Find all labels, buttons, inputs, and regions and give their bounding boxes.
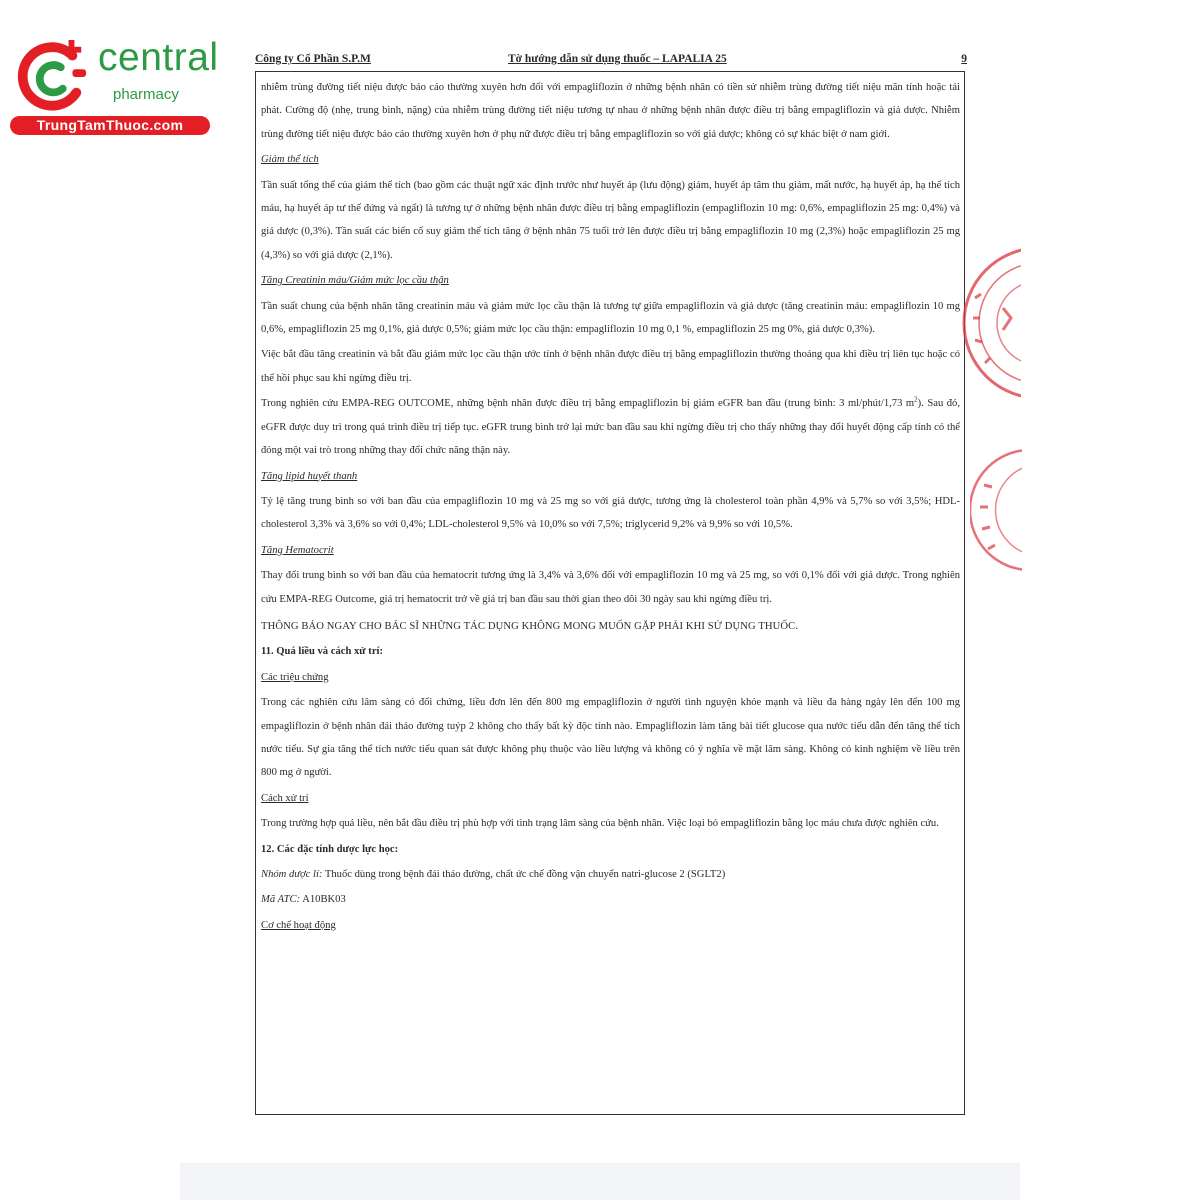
document-header	[255, 53, 967, 67]
section-creatinine: Tăng Creatinin máu/Giảm mức lọc cầu thận	[261, 275, 449, 287]
red-stamp-partial-icon	[970, 445, 1022, 575]
section-lipid: Tăng lipid huyết thanh	[261, 470, 358, 482]
central-pharmacy-logo-icon	[12, 38, 90, 116]
paragraph-volume-depletion: Tần suất tổng thể của giảm thể tích (bao gồm các thuật ngữ xác định trước như huyết áp (lưu động) giảm, huyết áp tâm thu giảm, mất nước, hạ huyết áp, hạ thể tích máu, hạ huyết áp tư thế đứng và ngất) là tương tự ở những bệnh nhân được điều trị bằng empagliflozin (empagliflozin 10 mg: 0,6%, empagliflozin 25 mg: 0,4%) và giả dược (0,3%). Tần suất các biến cố suy giảm thể tích tăng ở bệnh nhân 75 tuổi trở lên được điều trị bằng empagliflozin 10 mg (2,3%) hoặc empagliflozin 25 mg (4,3%) so với giả dược (2,1%).	[261, 179, 960, 261]
atc-code	[261, 888, 960, 911]
header-title: Tờ hướng dẫn sử dụng thuốc – LAPALIA 25	[508, 53, 727, 65]
section-hematocrit: Tăng Hematocrit	[261, 544, 334, 556]
paragraph-treatment: Trong trường hợp quá liều, nên bắt đầu điều trị phù hợp với tình trạng lâm sàng của bệnh nhân. Việc loại bỏ empagliflozin bằng lọc máu chưa được nghiên cứu.	[261, 818, 939, 830]
paragraph-lipid: Tỷ lệ tăng trung bình so với ban đầu của empagliflozin 10 mg và 25 mg so với giả dược, tương ứng là cholesterol toàn phần 4,9% và 5,7% so với 3,5%; HDL-cholesterol 3,3% và 3,6% so với 0,4%; LDL-cholesterol 9,5% và 10,0% so với 7,5%; triglycerid 9,2% và 9,9% so với 10,5%.	[261, 495, 960, 531]
logo-subtitle: pharmacy	[113, 86, 179, 103]
paragraph-uti: nhiễm trùng đường tiết niệu được báo cáo thường xuyên hơn đối với empagliflozin ở những bệnh nhân có tiền sử nhiễm trùng đường tiết niệu mãn tính hoặc tái phát. Cường độ (nhẹ, trung bình, nặng) của nhiễm trùng đường tiết niệu tương tự nhau ở những bệnh nhân được điều trị bằng empagliflozin và giả dược. Nhiễm trùng đường tiết niệu được báo cáo thường xuyên hơn ở phụ nữ được điều trị bằng empagliflozin so với giả dược; không có sự khác biệt ở nam giới.	[261, 82, 960, 140]
group-label: Nhóm dược lí:	[261, 869, 323, 880]
atc-value: A10BK03	[300, 894, 346, 906]
section-volume-depletion: Giảm thể tích	[261, 154, 319, 166]
scan-bottom-shadow	[180, 1163, 1020, 1200]
creatinine-text-b: ). Sau đó, eGFR được duy trì trong quá trình điều trị tiếp tục. eGFR trung bình trở lại mức ban đầu sau khi ngừng điều trị cho thấy những thay đổi huyết động cấp tính có thể đóng một vai trò trong những thay đổi chức năng thận này.	[261, 398, 960, 457]
pharmacotherapeutic-group	[261, 863, 960, 886]
paragraph-symptoms: Trong các nghiên cứu lâm sàng có đối chứng, liều đơn lên đến 800 mg empagliflozin ở người tình nguyện khỏe mạnh và liều đa hàng ngày lên đến 100 mg empagliflozin ở bệnh nhân đái tháo đường tuýp 2 không cho thấy bất kỳ độc tính nào. Empagliflozin làm tăng bài tiết glucose qua nước tiểu dẫn đến tăng thể tích nước tiểu. Sự gia tăng thể tích nước tiểu quan sát được không phụ thuộc vào liều lượng và không có ý nghĩa về mặt lâm sàng. Không có kinh nghiệm về liều trên 800 mg ở người.	[261, 697, 960, 779]
superscript: 2	[914, 395, 918, 404]
warning-notice: THÔNG BÁO NGAY CHO BÁC SĨ NHỮNG TÁC DỤNG KHÔNG MONG MUỐN GẶP PHẢI KHI SỬ DỤNG THUỐC.	[261, 620, 799, 632]
heading-overdose: 11. Quá liều và cách xử trí:	[261, 646, 383, 658]
red-stamp-icon	[955, 238, 1021, 408]
section-symptoms: Các triệu chứng	[261, 671, 329, 683]
paragraph-hematocrit: Thay đổi trung bình so với ban đầu của hematocrit tương ứng là 3,4% và 3,6% đối với empagliflozin 10 mg và 25 mg, so với 0,1% đối với giả dược. Trong nghiên cứu EMPA-REG Outcome, giá trị hematocrit trở về giá trị ban đầu sau thời gian theo dõi 30 ngày sau khi ngừng điều trị.	[261, 570, 960, 605]
section-treatment: Cách xử trí	[261, 792, 309, 804]
logo-website: TrungTamThuoc.com	[10, 116, 210, 135]
paragraph-creatinine-3	[261, 392, 960, 462]
paragraph-creatinine-1: Tần suất chung của bệnh nhân tăng creatinin máu và giảm mức lọc cầu thận là tương tự giữa empagliflozin và giả dược (tăng creatinin máu: empagliflozin 10 mg 0,6%, empagliflozin 25 mg 0,1%, giả dược 0,5%; giảm mức lọc cầu thận: empagliflozin 10 mg 0,1 %, empagliflozin 25 mg 0%, giả dược 0,3%).	[261, 300, 960, 336]
document-content	[255, 71, 965, 1115]
header-company: Công ty Cổ Phần S.P.M	[255, 53, 371, 65]
header-page-number: 9	[961, 53, 967, 65]
brand-logo	[10, 36, 219, 136]
paragraph-creatinine-2: Việc bắt đầu tăng creatinin và bắt đầu giảm mức lọc cầu thận ước tính ở bệnh nhân được điều trị bằng empagliflozin thường thoáng qua khi điều trị liên tục hoặc có thể hồi phục sau khi ngừng điều trị.	[261, 349, 960, 384]
group-value: Thuốc dùng trong bệnh đái tháo đường, chất ức chế đồng vận chuyển natri-glucose 2 (SGLT2)	[322, 869, 726, 880]
atc-label: Mã ATC:	[261, 894, 301, 906]
logo-name: central	[98, 36, 219, 79]
heading-pharmacodynamics: 12. Các đặc tính dược lực học:	[261, 843, 399, 855]
creatinine-text-a: Trong nghiên cứu EMPA-REG OUTCOME, những bệnh nhân được điều trị bằng empagliflozin bị giảm eGFR ban đầu (trung bình: 3 ml/phút/1,73 m	[261, 398, 915, 410]
section-mechanism: Cơ chế hoạt động	[261, 919, 336, 931]
